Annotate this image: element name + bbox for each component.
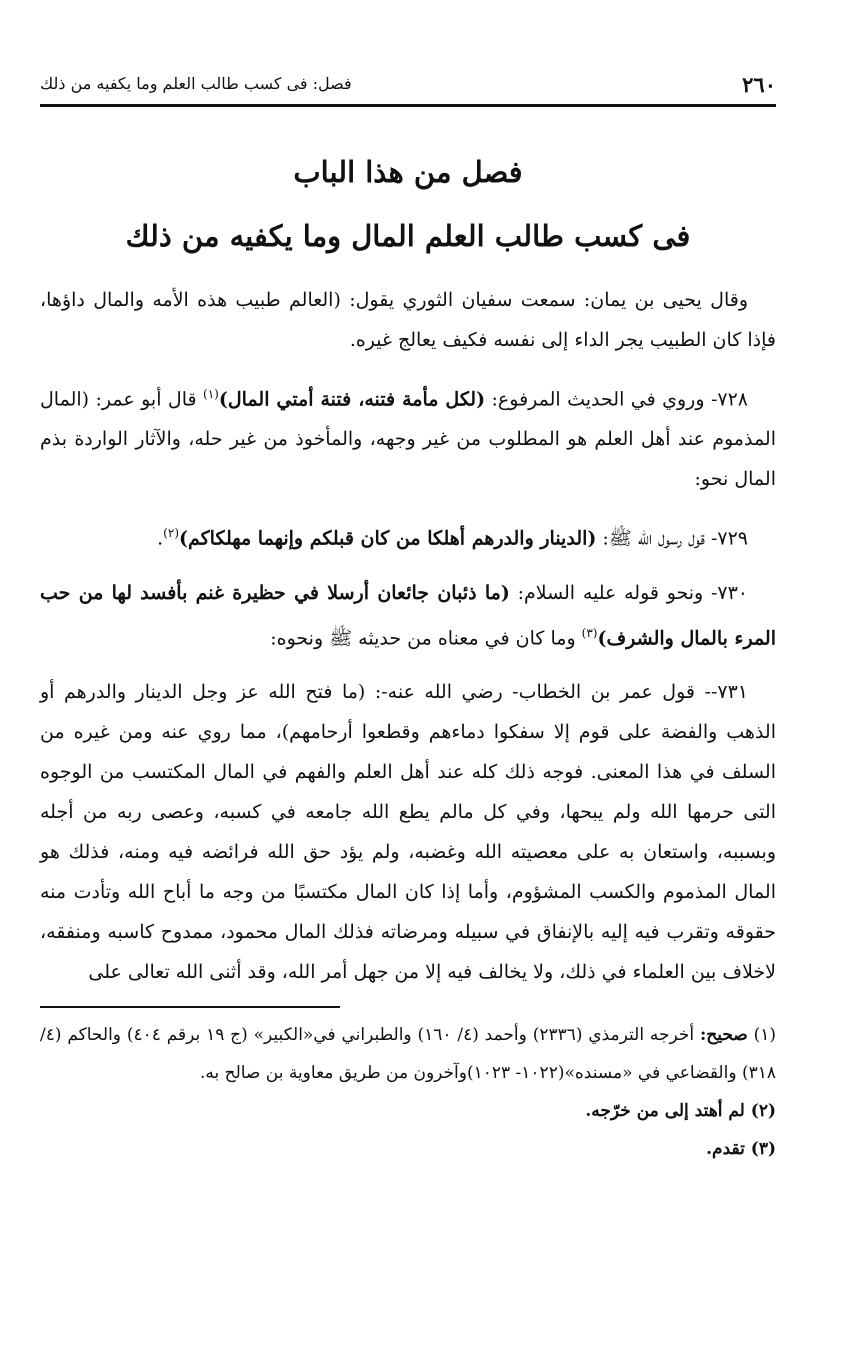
paragraph-730-rest: وما كان في معناه من حديثه ﷺ ونحوه:: [270, 626, 582, 649]
footnote-1-text: أخرجه الترمذي (٢٣٣٦) وأحمد (٤/ ١٦٠) والطبراني في«الكبير» (ج ١٩ برقم ٤٠٤) والحاكم (٤/ ٣١٨) والقضاعي في «مسنده»(١٠٢٢- ١٠٢٣)وآخرون من طريق معاوية بن صالح به.: [40, 1024, 776, 1083]
footnote-ref-1: (١): [203, 387, 219, 401]
paragraph-728-rest: قال أبو عمر: (المال المذموم عند أهل العلم هو المطلوب من غير وجهه، والمأخوذ من غير حله، والآثار الواردة بذم المال نحو:: [40, 388, 776, 491]
footnote-1-number: (١): [747, 1024, 776, 1045]
paragraph-intro: وقال يحيى بن يمان: سمعت سفيان الثوري يقول: (العالم طبيب هذه الأمه والمال داؤها، فإذا كان الطبيب يجر الداء إلى نفسه فكيف يعالج غيره.: [40, 289, 776, 351]
footnote-1-grade: صحيح:: [699, 1024, 748, 1045]
footnote-3: (٣) تقدم.: [706, 1138, 776, 1159]
paragraph-730-lead: ٧٣٠- ونحو قوله عليه السلام:: [509, 581, 749, 604]
chapter-subtitle: فى كسب طالب العلم المال وما يكفيه من ذلك: [125, 219, 691, 253]
hadith-728: (لكل مأمة فتنه، فتنة أمتي المال): [218, 388, 486, 411]
footnote-ref-2: (٢): [163, 526, 179, 541]
paragraph-729: [40, 513, 776, 558]
running-head: فصل: فى كسب طالب العلم وما يكفيه من ذلك: [40, 74, 352, 93]
footnote-1: [40, 1016, 776, 1092]
paragraph-728: [40, 374, 776, 499]
hadith-730: (ما ذئبان جائعان أرسلا في حظيرة غنم بأفسد لها من حب المرء بالمال والشرف): [40, 581, 776, 649]
paragraph-730: [40, 573, 776, 658]
paragraph-731: ٧٣١-- قول عمر بن الخطاب- رضي الله عنه-: (ما فتح الله عز وجل الدينار والدرهم أو الذهب والفضة على قوم إلا سفكوا دماءهم وقطعوا أرحامهم)، مما روي عنه ومن غيره من السلف في هذا المعنى. فوجه ذلك كله عند أهل العلم والفهم في المال المكتسب من الوجوه التى حرمها الله ولم يبحها، وفي كل مالم يطع الله جامعه في كسبه، وعصى ربه من أجله وبسببه، واستعان به على معصيته الله وغضبه، ولم يؤد حق الله فرائضه فيه ومنه، فذلك هو المال المذموم والكسب المشؤوم، وأما إذا كان المال مكتسبًا من وجه ما أباح الله وتأدت منه حقوقه وتقرب فيه إليه بالإنفاق في سبيله ومرضاته فذلك المال محمود، ممدوح كاسبه ومنفقه، لاخلاف بين العلماء في ذلك، ولا يخالف فيه إلا من جهل أمر الله، وقد أثنى الله تعالى على: [40, 680, 776, 983]
page-number: ٢٦٠: [742, 72, 776, 97]
paragraph-729-rest: .: [157, 527, 164, 550]
hadith-729: (الدينار والدرهم أهلكا من كان قبلكم وإنهما مهلكاكم): [179, 527, 597, 550]
chapter-title: فصل من هذا الباب: [293, 155, 523, 189]
paragraph-728-lead: ٧٢٨- وروي في الحديث المرفوع:: [485, 388, 748, 411]
page-header: [40, 70, 776, 107]
paragraph-729-lead: ٧٢٩- قول رسول الله ﷺ:: [596, 527, 748, 550]
page-content: [40, 140, 776, 1168]
footnote-divider: [40, 1006, 340, 1008]
footnote-2: (٢) لم أهتد إلى من خرّجه.: [585, 1100, 776, 1121]
footnote-ref-3: (٣): [581, 625, 598, 640]
